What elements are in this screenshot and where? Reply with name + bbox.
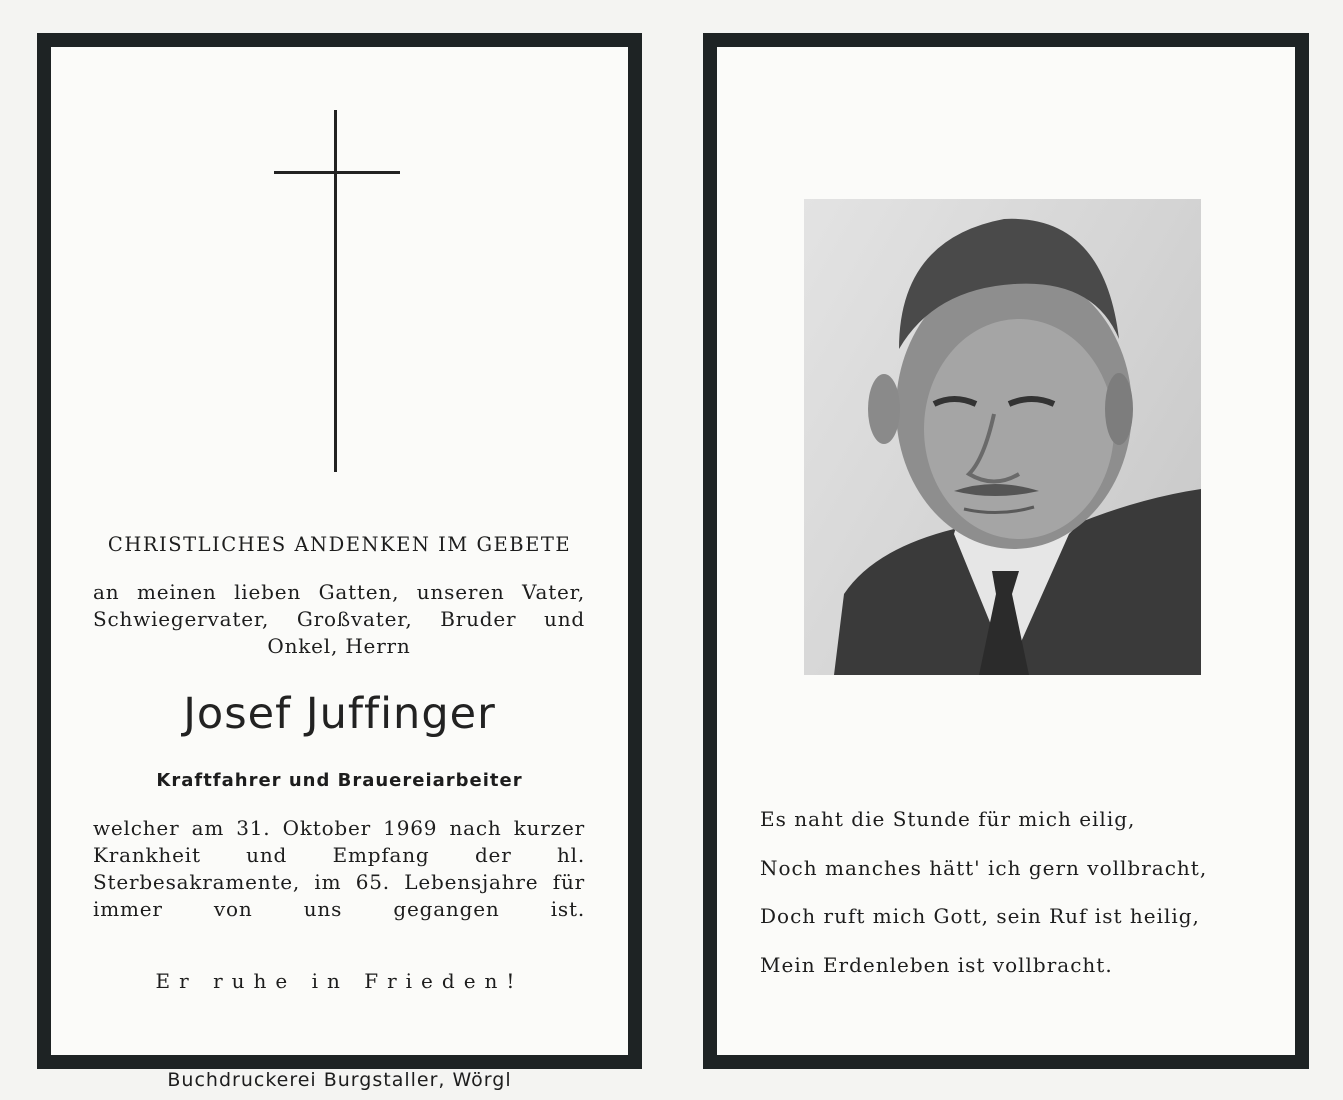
rest-in-peace: Er ruhe in Frieden! — [155, 969, 524, 993]
deceased-name: Josef Juffinger — [183, 689, 496, 739]
portrait-photo — [804, 199, 1201, 675]
poem-line: Noch manches hätt' ich gern vollbracht, — [760, 855, 1208, 880]
occupation: Kraftfahrer und Brauereiarbeiter — [156, 770, 523, 791]
poem-line: Es naht die Stunde für mich eilig, — [760, 807, 1136, 831]
memorial-card-right — [703, 33, 1309, 1069]
poem-line: Mein Erdenleben ist vollbracht. — [760, 952, 1113, 977]
printer-credit: Buchdruckerei Burgstaller, Wörgl — [167, 1069, 512, 1091]
cross-icon — [274, 110, 400, 472]
poem-line: Doch ruft mich Gott, sein Ruf ist heilig, — [760, 904, 1200, 928]
death-notice-text: welcher am 31. Oktober 1969 nach kurzer Krankheit und Empfang der hl. Sterbesakramente, im 65. Lebensjahre für immer von uns gegangen ist. — [93, 816, 585, 921]
card-heading: CHRISTLICHES ANDENKEN IM GEBETE — [107, 533, 572, 556]
memorial-card-left — [37, 33, 642, 1069]
dedication-text: an meinen lieben Gatten, unseren Vater, Schwiegervater, Großvater, Bruder und Onkel, Herrn — [93, 580, 585, 658]
poem — [760, 795, 1280, 989]
